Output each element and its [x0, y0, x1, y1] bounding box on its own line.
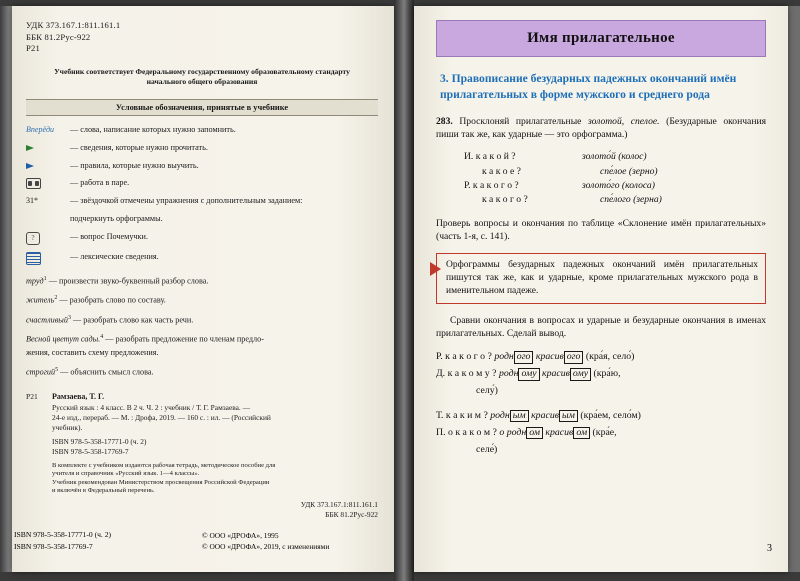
example-suffix: селу́) — [476, 385, 498, 397]
example-stem-2: красив — [542, 426, 574, 438]
example-question: Т. к а к и м ? — [436, 409, 488, 421]
note-text: — объяснить смысл слова. — [60, 367, 154, 377]
record-description-line: учебник). — [52, 422, 83, 432]
exercise-text-part1: Просклоняй прилагательные — [459, 116, 588, 128]
record-note-line: учителя и справочник «Русский язык. 1—4 классы». — [52, 470, 200, 478]
legend-label: — сведения, которые нужно прочитать. — [70, 143, 208, 153]
blue-arrow-icon — [26, 163, 34, 169]
rule-text: Орфограммы безударных падежных окончаний имён прилагательных пишутся так же, как и ударные, кроме прилагательных мужского рода в именительном падеже. — [446, 259, 758, 297]
note-lead: труд — [26, 276, 44, 286]
legend-mark — [26, 125, 70, 136]
declension-question: И. к а к о й ? — [464, 151, 516, 163]
record-note-line: В комплекте с учебником издаются рабочая тетрадь, методическое пособие для — [52, 461, 276, 469]
pair-work-icon — [26, 178, 41, 189]
exercise-283 — [436, 115, 766, 141]
example-question: Р. к а к о г о ? — [436, 351, 492, 363]
udk-line: УДК 373.167.1:811.161.1 — [26, 20, 121, 30]
example-stem: о родн — [499, 426, 527, 438]
declension-question: к а к о е ? — [482, 165, 521, 177]
example-row — [436, 425, 766, 441]
legend-label: — лексические сведения. — [70, 251, 159, 261]
right-page — [414, 6, 788, 572]
exercise-text-part2: (Безударные окончания пиши так же, как ударные — это орфограмма.) — [436, 116, 766, 141]
note-lead: Весной цветут сады. — [26, 335, 101, 345]
chapter-title: Имя прилагательное — [436, 20, 766, 57]
legend-label: — работа в паре. — [70, 178, 130, 188]
ending-box: ым — [510, 410, 529, 422]
example-row-continuation — [436, 442, 766, 458]
declension-row — [464, 179, 766, 193]
record-note-line: и включён в Федеральный перечень. — [52, 487, 155, 495]
check-note: Проверь вопросы и окончания по таблице «Склонение имён прилагательных» (часть 1-я, с. 141). — [436, 217, 766, 242]
note-item — [26, 367, 378, 379]
declension-question: Р. к а к о г о ? — [464, 180, 519, 192]
note-text: — разобрать предложение по членам предло- — [105, 335, 264, 345]
legend-item — [26, 196, 378, 207]
note-text: жения, составить схему предложения. — [26, 347, 159, 357]
compare-note: Сравни окончания в вопросах и ударные и безударные окончания в именах прилагательных. Сделай вывод. — [436, 315, 766, 340]
legend-item — [26, 143, 378, 154]
legend-item — [26, 232, 378, 245]
example-suffix: (кра́е, — [590, 426, 617, 438]
footer-isbn-line: ISBN 978-5-358-17769-7 — [14, 541, 93, 551]
record-note-line: Учебник рекомендован Министерством просвещения Российской Федерации — [52, 478, 270, 486]
bbk-line: ББК 81.2Рус-922 — [26, 31, 91, 42]
record-description-line: 24-е изд., перераб. — М. : Дрофа, 2019. — 160 с. : ил. — (Российский — [52, 412, 271, 422]
example-stem-2: красив — [539, 368, 570, 380]
example-row — [436, 366, 766, 382]
example-stem-2: красив — [528, 409, 559, 421]
example-stem: родн — [498, 368, 519, 380]
example-question: Д. к а к о м у ? — [436, 368, 497, 380]
declension-answer: спе́лого (зерна) — [600, 194, 662, 206]
legend-item — [26, 161, 378, 172]
example-row — [436, 408, 766, 424]
note-text: — разобрать слово как часть речи. — [72, 315, 194, 325]
record-description-line: Русский язык : 4 класс. В 2 ч. Ч. 2 : учебник / Т. Г. Рамзаева. — — [52, 403, 250, 413]
footer-isbn-line: ISBN 978-5-358-17771-0 (ч. 2) — [14, 530, 112, 540]
legend-label: — правила, которые нужно выучить. — [70, 160, 199, 170]
legend-item — [26, 252, 378, 265]
left-page-content — [26, 20, 378, 520]
record-isbn-line: ISBN 978-5-358-17771-0 (ч. 2) — [52, 436, 147, 446]
ending-box: ого — [514, 351, 534, 363]
note-item — [26, 276, 378, 288]
legend-mark: 31* — [26, 196, 38, 206]
note-sup: 5 — [55, 366, 59, 373]
left-page — [12, 6, 394, 572]
ending-box: ому — [570, 368, 591, 380]
examples-list — [436, 349, 766, 457]
declension-row — [464, 150, 766, 164]
declension-table — [464, 150, 766, 208]
example-suffix: (кра́ем, село́м) — [577, 409, 641, 421]
example-stem: родн — [490, 409, 510, 421]
note-sup: 2 — [54, 295, 58, 302]
shelf-code-line: Р21 — [26, 43, 40, 54]
ending-box: ого — [564, 351, 584, 363]
example-suffix: (кра́ю, — [591, 368, 621, 380]
example-row — [436, 349, 766, 365]
footer-copyright — [202, 530, 329, 552]
footer-copyright-line: © ООО «ДРОФА», 2019, с изменениями — [202, 541, 330, 551]
cip-block — [26, 20, 378, 55]
declension-row — [464, 165, 766, 179]
record-body — [52, 392, 378, 519]
rule-box — [436, 253, 766, 304]
record-isbn-line: ISBN 978-5-358-17769-7 — [52, 446, 129, 456]
footer-isbn — [14, 529, 111, 552]
note-sup: 3 — [67, 314, 71, 321]
ending-box: ом — [526, 427, 543, 439]
note-item — [26, 334, 378, 346]
declension-question: к а к о г о ? — [482, 194, 528, 206]
legend-label: — звёздочкой отмечены упражнения с дополнительным заданием: — [70, 196, 303, 206]
note-item — [26, 315, 378, 327]
page-number: 3 — [767, 543, 772, 554]
memorize-word-sample: Вперёди — [26, 125, 55, 135]
note-text: — произвести звуко-буквенный разбор слова. — [48, 276, 209, 286]
record-shelf-code: Р21 — [26, 392, 38, 402]
legend-item-continuation — [26, 214, 378, 225]
note-sup: 1 — [43, 275, 47, 282]
question-mark-icon: ? — [26, 232, 40, 245]
ending-box: ым — [559, 410, 578, 422]
declension-answer: золото́го (колоса) — [582, 180, 655, 192]
legend-mark — [26, 143, 70, 154]
right-page-content — [436, 20, 766, 459]
legend-mark — [26, 161, 70, 172]
example-suffix: селе́) — [476, 443, 498, 455]
legend-item — [26, 125, 378, 136]
record-author: Рамзаева, Т. Г. — [52, 392, 105, 402]
section-title: 3. Правописание безударных падежных окончаний имён прилагательных в форме мужского и среднего рода — [440, 72, 737, 101]
note-item-continuation — [26, 348, 378, 359]
record-bbk: ББК 81.2Рус-922 — [325, 509, 378, 519]
note-sup: 4 — [100, 334, 104, 341]
legend-mark — [26, 178, 70, 189]
legend-label: подчеркнуть орфограммы. — [70, 214, 163, 223]
note-lead: счастливый — [26, 315, 68, 325]
footer-copyright-line: © ООО «ДРОФА», 1995 — [202, 530, 279, 540]
ending-box: ому — [518, 368, 539, 380]
example-row-continuation — [436, 383, 766, 399]
declension-row — [464, 193, 766, 207]
example-stem-2: красив — [533, 351, 564, 363]
exercise-number: 283. — [436, 116, 453, 128]
book-gutter — [394, 0, 414, 581]
fgos-note: Учебник соответствует Федеральному государственному образовательному стандарту начального общего образования — [54, 66, 350, 87]
legend-label: — слова, написание которых нужно запомнить. — [70, 125, 236, 135]
legend-item — [26, 178, 378, 189]
example-question: П. о к а к о м ? — [436, 426, 497, 438]
note-item — [26, 295, 378, 307]
bibliographic-record — [26, 392, 378, 519]
legend-label: — вопрос Почемучки. — [70, 231, 148, 241]
example-stem: родн — [494, 351, 514, 363]
ending-box: ом — [573, 427, 590, 439]
legend-mark — [26, 232, 70, 245]
green-arrow-icon — [26, 145, 34, 151]
declension-answer: спе́лое (зерно) — [600, 165, 658, 177]
record-udk: УДК 373.167.1:811.161.1 — [300, 499, 378, 509]
legend-heading: Условные обозначения, принятые в учебнике — [26, 99, 378, 116]
declension-answer: золото́й (колос) — [582, 151, 647, 163]
example-suffix: (кра́я, село́) — [583, 351, 635, 363]
note-text: — разобрать слово по составу. — [59, 295, 166, 305]
note-lead: строгий — [26, 367, 56, 377]
exercise-italic-words: золотой, спелое. — [587, 116, 660, 128]
book-icon — [26, 252, 41, 265]
legend-mark — [26, 252, 70, 265]
note-lead: житель — [26, 295, 55, 305]
